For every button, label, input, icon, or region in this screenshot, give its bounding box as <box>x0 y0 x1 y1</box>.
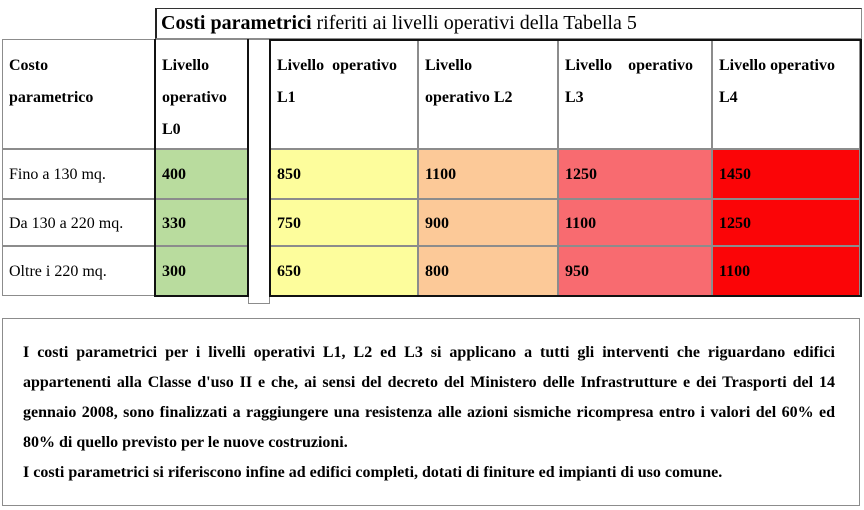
header-L1-line: L1 <box>277 89 296 106</box>
header-L1-line: Livello operativo <box>277 57 397 74</box>
table-title <box>155 8 862 39</box>
row-label: Oltre i 220 mq. <box>2 246 155 296</box>
cell-L1: 850 <box>270 149 418 199</box>
header-L2 <box>418 39 558 149</box>
header-L3-line: L3 <box>565 89 584 106</box>
row-label: Da 130 a 220 mq. <box>2 199 155 246</box>
cell-L0: 330 <box>155 199 248 246</box>
row-label: Fino a 130 mq. <box>2 149 155 199</box>
header-L0 <box>155 39 248 149</box>
cell-L4: 1250 <box>712 199 860 246</box>
notes-box <box>2 318 860 506</box>
header-L4 <box>712 39 860 149</box>
cell-L1: 750 <box>270 199 418 246</box>
cell-L4: 1100 <box>712 246 860 296</box>
header-L2-line: Livello <box>425 57 473 74</box>
cell-L4: 1450 <box>712 149 860 199</box>
header-L2-line: operativo L2 <box>425 89 513 106</box>
cell-L3: 1250 <box>558 149 712 199</box>
header-L0-line: operativo <box>162 89 227 106</box>
cell-L2: 900 <box>418 199 558 246</box>
header-L1 <box>270 39 418 149</box>
parametric-cost-table <box>2 8 860 298</box>
note-paragraph: I costi parametrici si riferiscono infine ad edifici completi, dotati di finiture ed impianti di uso comune. <box>23 464 723 481</box>
header-row-label <box>2 39 155 149</box>
cell-L0: 300 <box>155 246 248 296</box>
header-L3-line: Livello operativo <box>565 57 693 74</box>
cell-L3: 1100 <box>558 199 712 246</box>
table-title-bold: Costi parametrici <box>161 12 312 34</box>
header-L4-line: Livello operativo <box>719 57 835 74</box>
header-L0-line: Livello <box>162 57 210 74</box>
header-L3 <box>558 39 712 149</box>
table-title-rest: riferiti ai livelli operativi della Tabella 5 <box>311 12 637 34</box>
spacer-column <box>248 39 270 304</box>
cell-L1: 650 <box>270 246 418 296</box>
cell-L2: 800 <box>418 246 558 296</box>
cell-L2: 1100 <box>418 149 558 199</box>
note-paragraph: I costi parametrici per i livelli operativi L1, L2 ed L3 si applicano a tutti gli interventi che riguardano edifici appartenenti alla Classe d'uso II e che, ai sensi del decreto del Ministero delle Infrastrutture e dei Trasporti del 14 gennaio 2008, sono finalizzati a raggiungere una resistenza alle azioni sismiche ricompresa entro i valori del 60% ed 80% di quello previsto per le nuove costruzioni. <box>23 344 835 451</box>
header-row-label-line: Costo <box>9 57 49 74</box>
header-L4-line: L4 <box>719 89 738 106</box>
header-row-label-line: parametrico <box>9 89 94 106</box>
cell-L0: 400 <box>155 149 248 199</box>
header-L0-line: L0 <box>162 121 181 138</box>
cell-L3: 950 <box>558 246 712 296</box>
